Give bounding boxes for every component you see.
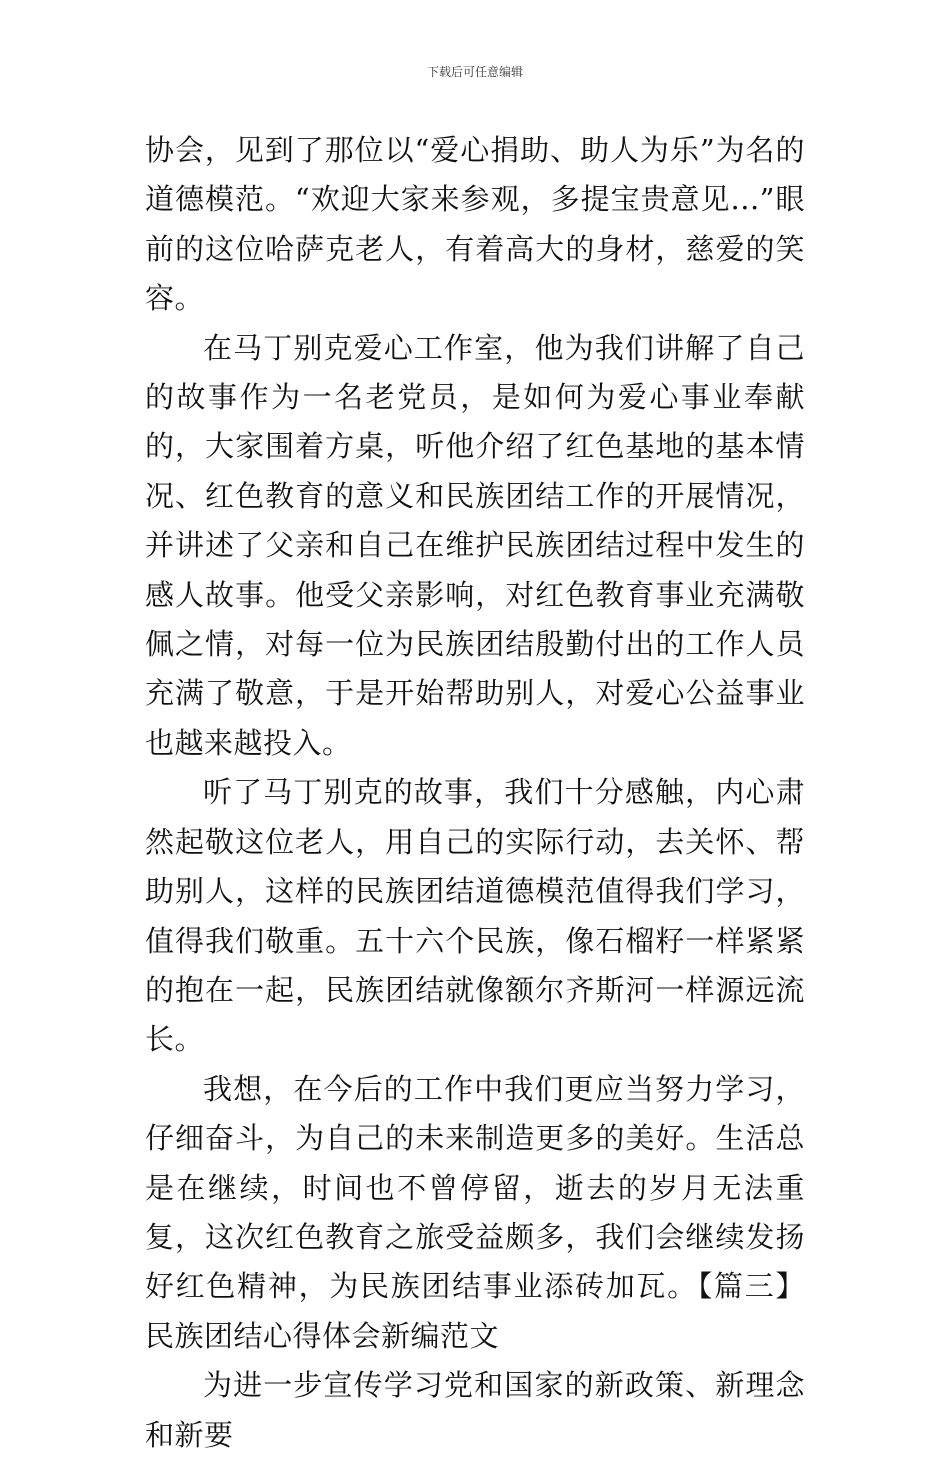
page-header: 下载后可任意编辑 [426, 65, 523, 79]
body-text [145, 126, 805, 1460]
paragraph-1: 协会，见到了那位以“爱心捐助、助人为乐”为名的道德模范。“欢迎大家来参观，多提宝贵意见...”眼前的这位哈萨克老人，有着高大的身材，慈爱的笑容。 [145, 133, 805, 316]
paragraph-5: 为进一步宣传学习党和国家的新政策、新理念和新要 [145, 1368, 805, 1452]
paragraph-2: 在马丁别克爱心工作室，他为我们讲解了自己的故事作为一名老党员，是如何为爱心事业奉献的，大家围着方桌，听他介绍了红色基地的基本情况、红色教育的意义和民族团结工作的开展情况，并讲述了父亲和自己在维护民族团结过程中发生的感人故事。他受父亲影响，对红色教育事业充满敬佩之情，对每一位为民族团结殷勤付出的工作人员充满了敬意，于是开始帮助别人，对爱心公益事业也越来越投入。 [145, 330, 805, 760]
paragraph-4: 我想，在今后的工作中我们更应当努力学习，仔细奋斗，为自己的未来制造更多的美好。生活总是在继续，时间也不曾停留，逝去的岁月无法重复，这次红色教育之旅受益颇多，我们会继续发扬好红色精神，为民族团结事业添砖加瓦。【篇三】民族团结心得体会新编范文 [145, 1071, 805, 1353]
paragraph-3: 听了马丁别克的故事，我们十分感触，内心肃然起敬这位老人，用自己的实际行动，去关怀、帮助别人，这样的民族团结道德模范值得我们学习，值得我们敬重。五十六个民族，像石榴籽一样紧紧的抱在一起，民族团结就像额尔齐斯河一样源远流长。 [145, 775, 805, 1057]
